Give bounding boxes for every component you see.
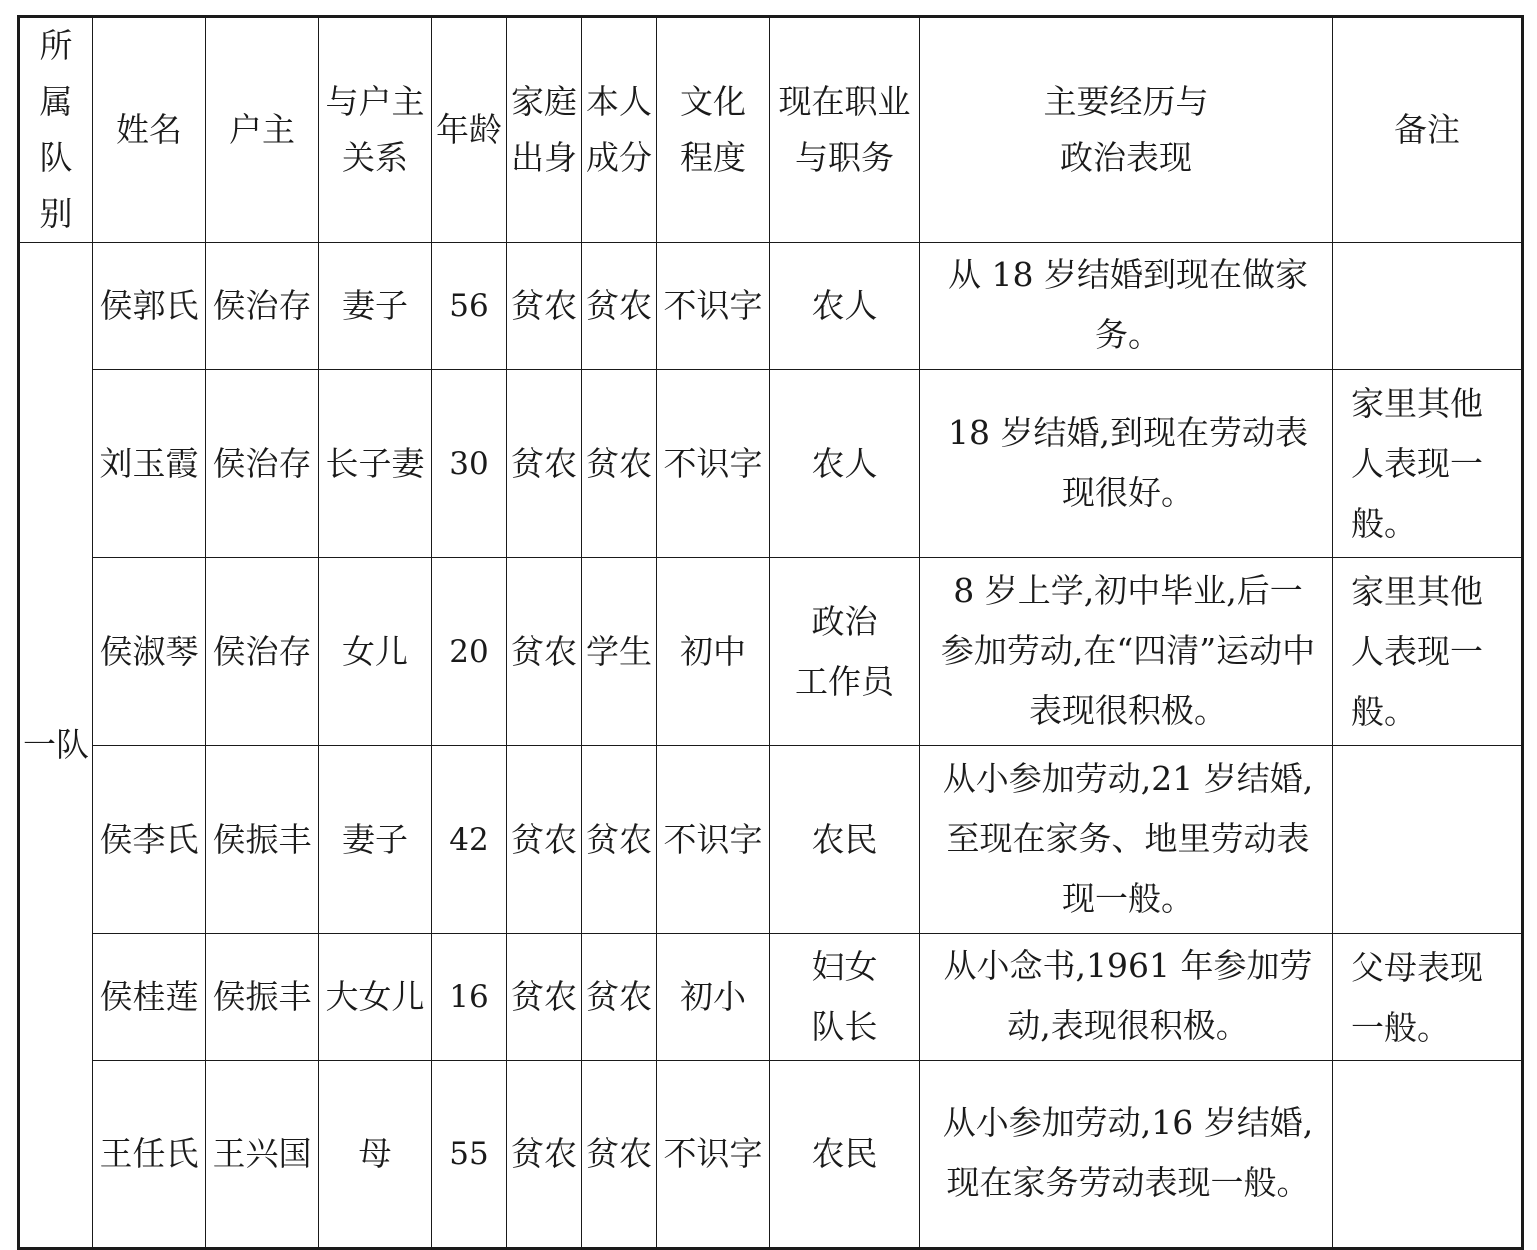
header-age: 年龄 [432, 17, 507, 243]
education-cell: 初小 [657, 934, 770, 1061]
remark-cell [1333, 243, 1523, 370]
name-cell: 侯桂莲 [93, 934, 206, 1061]
family-origin-cell: 贫农 [507, 1061, 582, 1249]
relation-cell: 妻子 [319, 746, 432, 934]
occupation-cell: 政治 工作员 [770, 558, 920, 746]
header-education: 文化 程度 [657, 17, 770, 243]
table-row [19, 558, 1523, 746]
name-cell: 侯淑琴 [93, 558, 206, 746]
history-cell: 18 岁结婚,到现在劳动表现很好。 [920, 370, 1333, 558]
header-personal-status: 本人 成分 [582, 17, 657, 243]
name-cell: 刘玉霞 [93, 370, 206, 558]
table-row [19, 1061, 1523, 1249]
personal-status-cell: 贫农 [582, 243, 657, 370]
header-name: 姓名 [93, 17, 206, 243]
header-family-origin: 家庭 出身 [507, 17, 582, 243]
age-cell: 20 [432, 558, 507, 746]
header-history: 主要经历与 政治表现 [920, 17, 1333, 243]
history-cell: 从 18 岁结婚到现在做家务。 [920, 243, 1333, 370]
relation-cell: 女儿 [319, 558, 432, 746]
education-cell: 不识字 [657, 243, 770, 370]
personal-status-cell: 贫农 [582, 934, 657, 1061]
education-cell: 初中 [657, 558, 770, 746]
remark-cell [1333, 1061, 1523, 1249]
history-cell: 从小参加劳动,21 岁结婚,至现在家务、地里劳动表现一般。 [920, 746, 1333, 934]
family-origin-cell: 贫农 [507, 243, 582, 370]
personal-status-cell: 贫农 [582, 1061, 657, 1249]
header-remark: 备注 [1333, 17, 1523, 243]
remark-cell: 父母表现一般。 [1333, 934, 1523, 1061]
age-cell: 16 [432, 934, 507, 1061]
age-cell: 30 [432, 370, 507, 558]
occupation-cell: 农人 [770, 370, 920, 558]
householder-cell: 侯治存 [206, 243, 319, 370]
education-cell: 不识字 [657, 746, 770, 934]
age-cell: 42 [432, 746, 507, 934]
name-cell: 侯郭氏 [93, 243, 206, 370]
relation-cell: 妻子 [319, 243, 432, 370]
remark-cell [1333, 746, 1523, 934]
header-row [19, 17, 1523, 243]
education-cell: 不识字 [657, 370, 770, 558]
history-cell: 从小念书,1961 年参加劳动,表现很积极。 [920, 934, 1333, 1061]
relation-cell: 母 [319, 1061, 432, 1249]
personal-status-cell: 贫农 [582, 370, 657, 558]
household-register-sheet [17, 15, 1524, 1250]
table-row [19, 370, 1523, 558]
family-origin-cell: 贫农 [507, 746, 582, 934]
personal-status-cell: 学生 [582, 558, 657, 746]
personal-status-cell: 贫农 [582, 746, 657, 934]
unit-cell: 一队 [19, 243, 93, 1249]
table-row [19, 746, 1523, 934]
table-row [19, 934, 1523, 1061]
header-occupation: 现在职业 与职务 [770, 17, 920, 243]
age-cell: 55 [432, 1061, 507, 1249]
family-origin-cell: 贫农 [507, 934, 582, 1061]
household-register-table [17, 15, 1524, 1250]
remark-cell: 家里其他人表现一般。 [1333, 558, 1523, 746]
history-cell: 8 岁上学,初中毕业,后一参加劳动,在“四清”运动中表现很积极。 [920, 558, 1333, 746]
relation-cell: 大女儿 [319, 934, 432, 1061]
header-relation: 与户主 关系 [319, 17, 432, 243]
occupation-cell: 农民 [770, 746, 920, 934]
education-cell: 不识字 [657, 1061, 770, 1249]
relation-cell: 长子妻 [319, 370, 432, 558]
householder-cell: 王兴国 [206, 1061, 319, 1249]
age-cell: 56 [432, 243, 507, 370]
remark-cell: 家里其他人表现一般。 [1333, 370, 1523, 558]
name-cell: 王任氏 [93, 1061, 206, 1249]
table-row [19, 243, 1523, 370]
occupation-cell: 农人 [770, 243, 920, 370]
header-householder: 户主 [206, 17, 319, 243]
family-origin-cell: 贫农 [507, 370, 582, 558]
householder-cell: 侯振丰 [206, 934, 319, 1061]
occupation-cell: 农民 [770, 1061, 920, 1249]
history-cell: 从小参加劳动,16 岁结婚,现在家务劳动表现一般。 [920, 1061, 1333, 1249]
householder-cell: 侯治存 [206, 558, 319, 746]
name-cell: 侯李氏 [93, 746, 206, 934]
householder-cell: 侯振丰 [206, 746, 319, 934]
householder-cell: 侯治存 [206, 370, 319, 558]
occupation-cell: 妇女 队长 [770, 934, 920, 1061]
header-unit: 所属 队别 [19, 17, 93, 243]
family-origin-cell: 贫农 [507, 558, 582, 746]
